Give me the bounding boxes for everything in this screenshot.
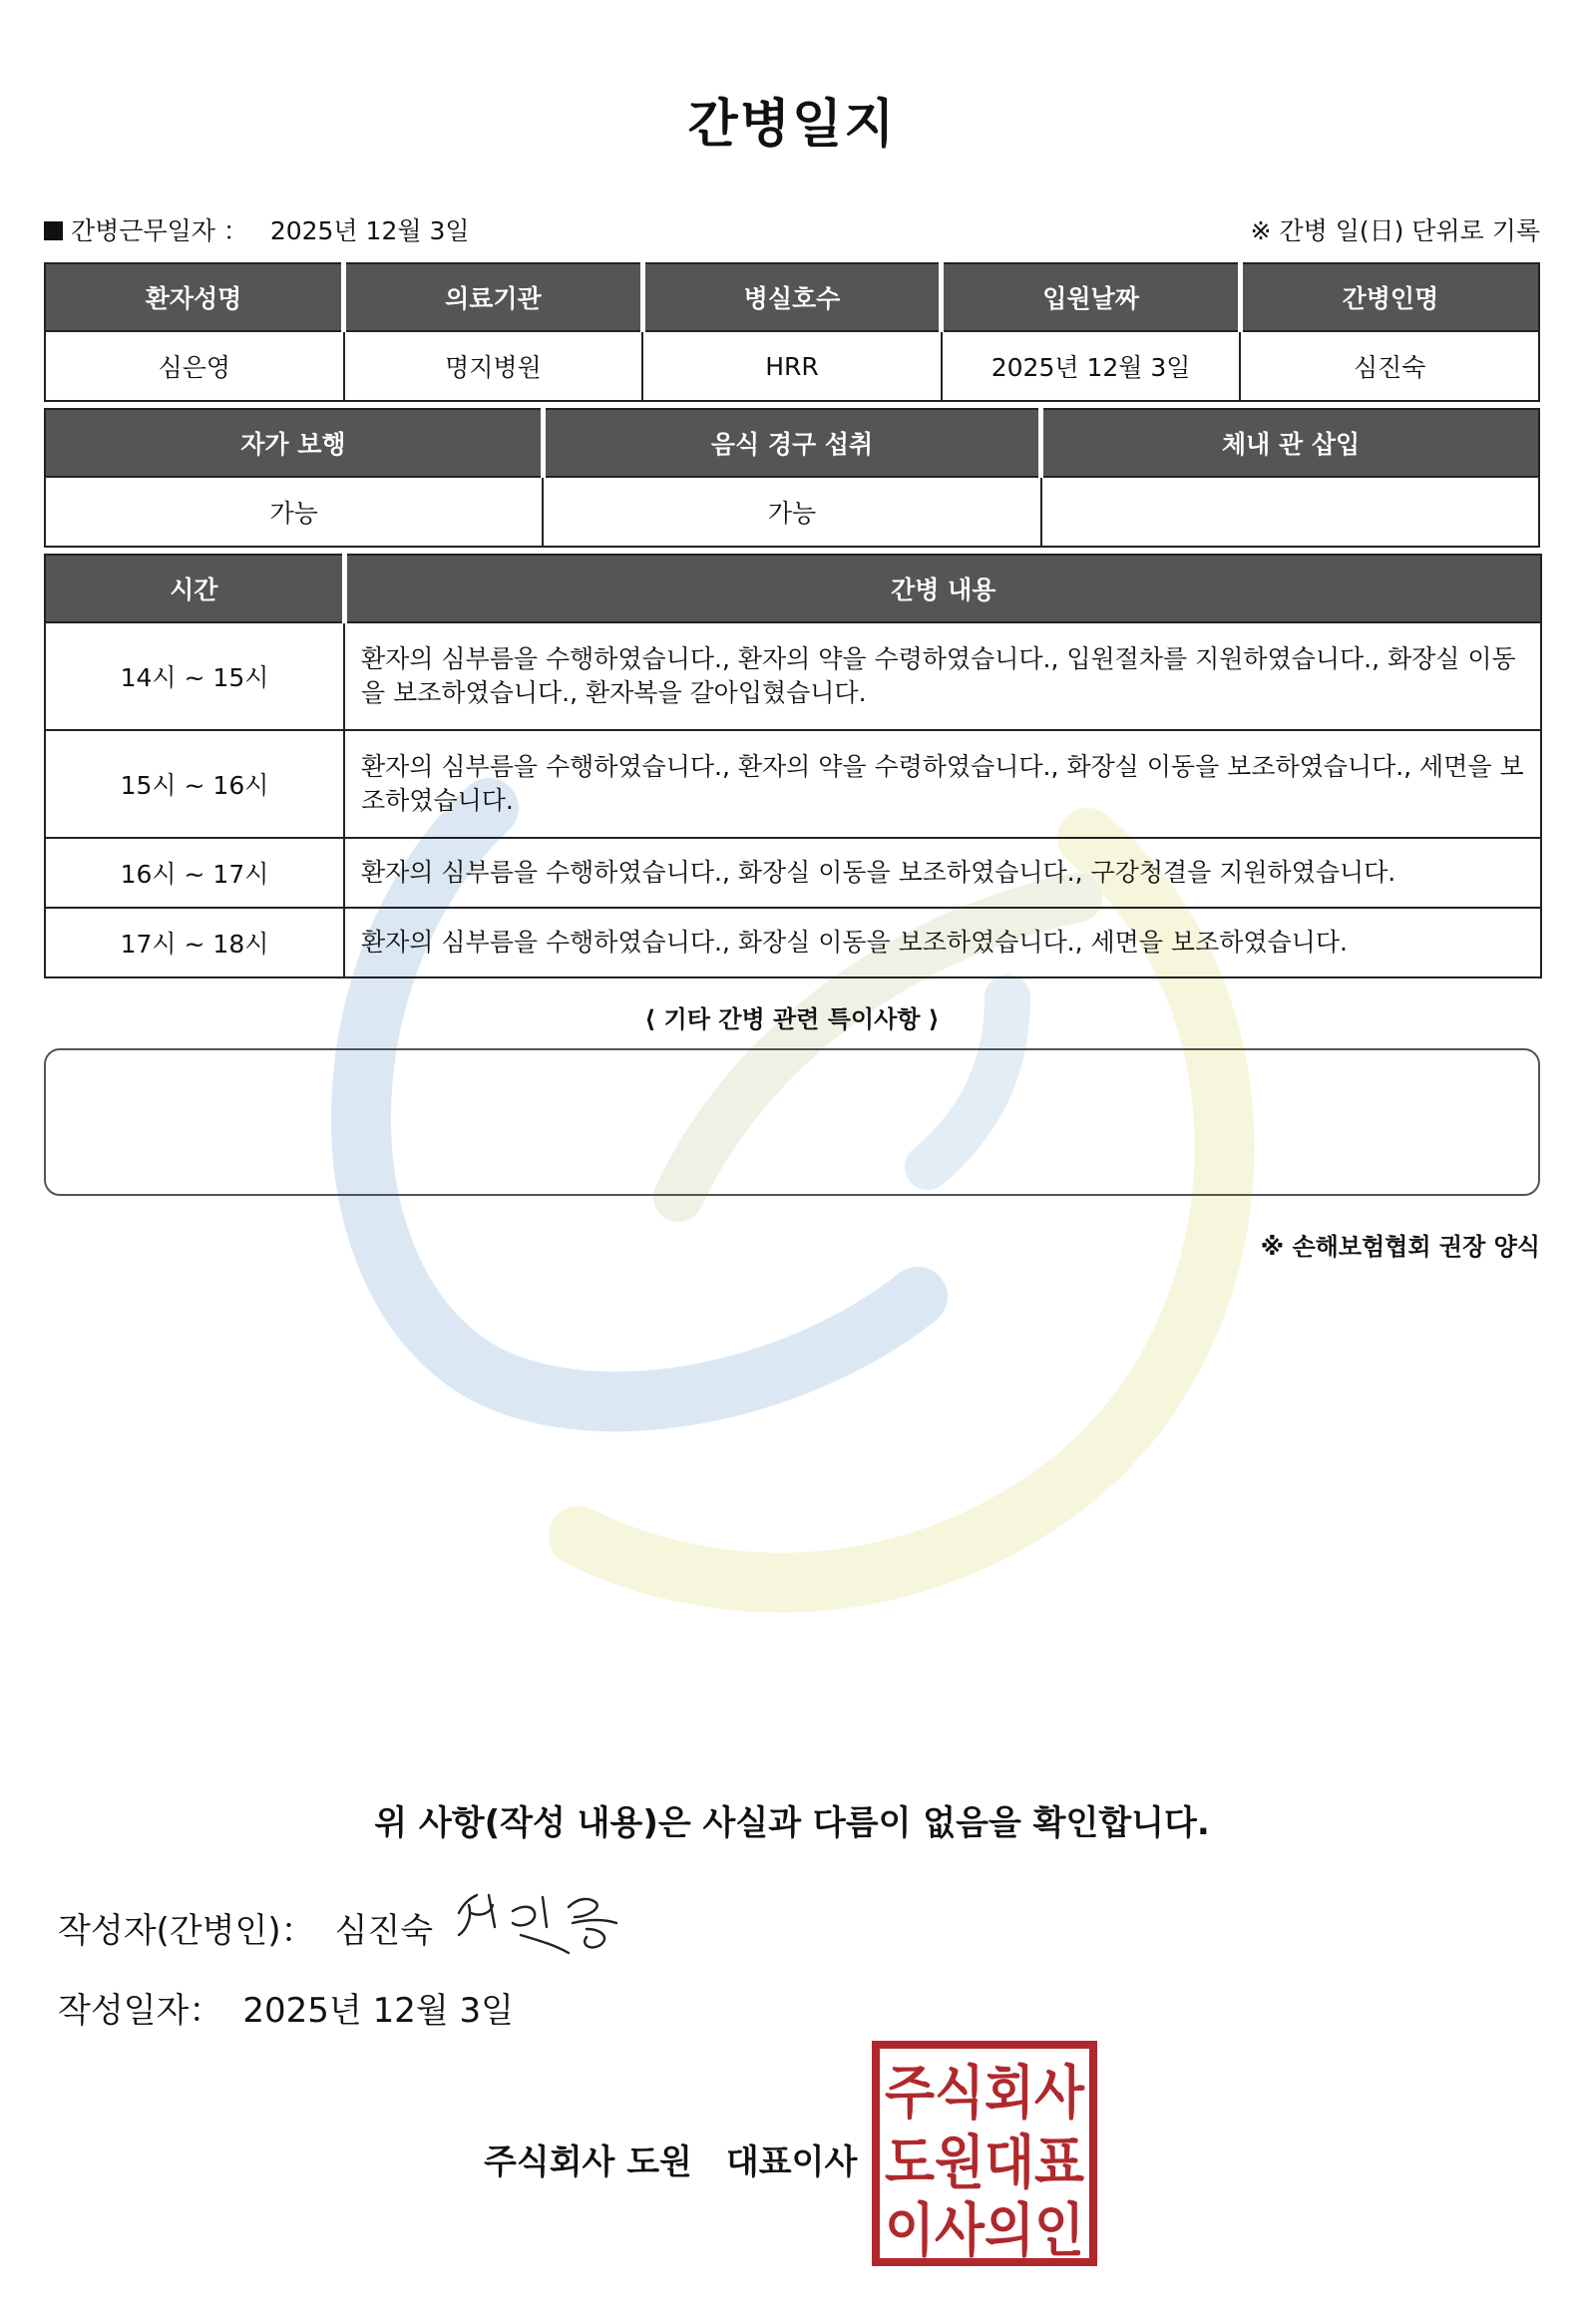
header-self-walking: 자가 보행	[45, 409, 543, 477]
company-name: 주식회사 도원	[484, 2142, 692, 2182]
patient-info-header-row	[45, 263, 1539, 331]
table-row	[45, 622, 1541, 730]
writer-name: 심진숙	[334, 1911, 434, 1951]
hospital: 명지병원	[344, 331, 643, 401]
writer-label: 작성자(간병인)：	[58, 1911, 315, 1951]
ceo-label: 대표이사	[725, 2142, 858, 2182]
header-tube-insertion: 체내 관 삽입	[1041, 409, 1539, 477]
header-hospital: 의료기관	[344, 263, 643, 331]
written-date-label: 작성일자：	[58, 1991, 223, 2031]
header-caregiver-name: 간병인명	[1240, 263, 1539, 331]
care-content-table	[44, 554, 1542, 978]
header-time: 시간	[45, 555, 344, 622]
header-care-content: 간병 내용	[344, 555, 1541, 622]
seal-line-3: 이사의인	[885, 2196, 1084, 2264]
confirmation-statement: 위 사항(작성 내용)은 사실과 다름이 없음을 확인합니다.	[374, 1803, 1210, 1843]
patient-info-value-row	[45, 331, 1539, 401]
meta-row	[44, 211, 1540, 245]
header-patient-name: 환자성명	[45, 263, 344, 331]
care-time: 15시 ~ 16시	[45, 730, 344, 838]
work-date-value: 2025년 12월 3일	[269, 216, 470, 245]
square-bullet-icon	[44, 221, 63, 240]
table-row	[45, 908, 1541, 977]
page-title: 간병일지	[687, 95, 897, 155]
handwritten-signature	[451, 1883, 630, 1963]
self-walking: 가능	[45, 477, 543, 547]
caregiver-name: 심진숙	[1240, 331, 1539, 401]
seal-line-1: 주식회사	[885, 2059, 1085, 2127]
company-seal-stamp	[872, 2041, 1097, 2266]
work-date-label: 간병근무일자 ：	[71, 216, 248, 245]
care-content: 환자의 심부름을 수행하였습니다., 화장실 이동을 보조하였습니다., 구강청결을 지원하였습니다.	[344, 838, 1541, 908]
work-date	[44, 211, 470, 247]
admission-date: 2025년 12월 3일	[942, 331, 1241, 401]
care-content: 환자의 심부름을 수행하였습니다., 화장실 이동을 보조하였습니다., 세면을 보조하였습니다.	[344, 908, 1541, 977]
care-time: 16시 ~ 17시	[45, 838, 344, 908]
header-room: 병실호수	[642, 263, 942, 331]
extra-notes-title: ⟨ 기타 간병 관련 특이사항 ⟩	[644, 1005, 940, 1033]
status-header-row	[45, 409, 1539, 477]
unit-note: ※ 간병 일(日) 단위로 기록	[1250, 216, 1540, 245]
care-header-row	[45, 555, 1541, 622]
room-number: HRR	[642, 331, 942, 401]
tube-insertion	[1041, 477, 1539, 547]
care-content: 환자의 심부름을 수행하였습니다., 환자의 약을 수령하였습니다., 화장실 이동을 보조하였습니다., 세면을 보조하였습니다.	[344, 730, 1541, 838]
care-time: 17시 ~ 18시	[45, 908, 344, 977]
patient-info-table	[44, 262, 1540, 402]
status-value-row	[45, 477, 1539, 547]
table-row	[45, 838, 1541, 908]
header-oral-intake: 음식 경구 섭취	[543, 409, 1040, 477]
oral-intake: 가능	[543, 477, 1040, 547]
writer-line	[58, 1903, 433, 1952]
extra-notes-box	[44, 1048, 1540, 1196]
care-time: 14시 ~ 15시	[45, 622, 344, 730]
care-content: 환자의 심부름을 수행하였습니다., 환자의 약을 수령하였습니다., 입원절차를 지원하였습니다., 화장실 이동을 보조하였습니다., 환자복을 갈아입혔습니다.	[344, 622, 1541, 730]
patient-name: 심은영	[45, 331, 344, 401]
company-line	[484, 2134, 857, 2183]
patient-status-table	[44, 408, 1540, 548]
table-row	[45, 730, 1541, 838]
form-note: ※ 손해보험협회 권장 양식	[1260, 1233, 1540, 1261]
header-admission-date: 입원날짜	[942, 263, 1241, 331]
written-date: 2025년 12월 3일	[242, 1991, 514, 2031]
seal-line-2: 도원대표	[885, 2129, 1084, 2196]
written-date-line	[58, 1983, 514, 2032]
